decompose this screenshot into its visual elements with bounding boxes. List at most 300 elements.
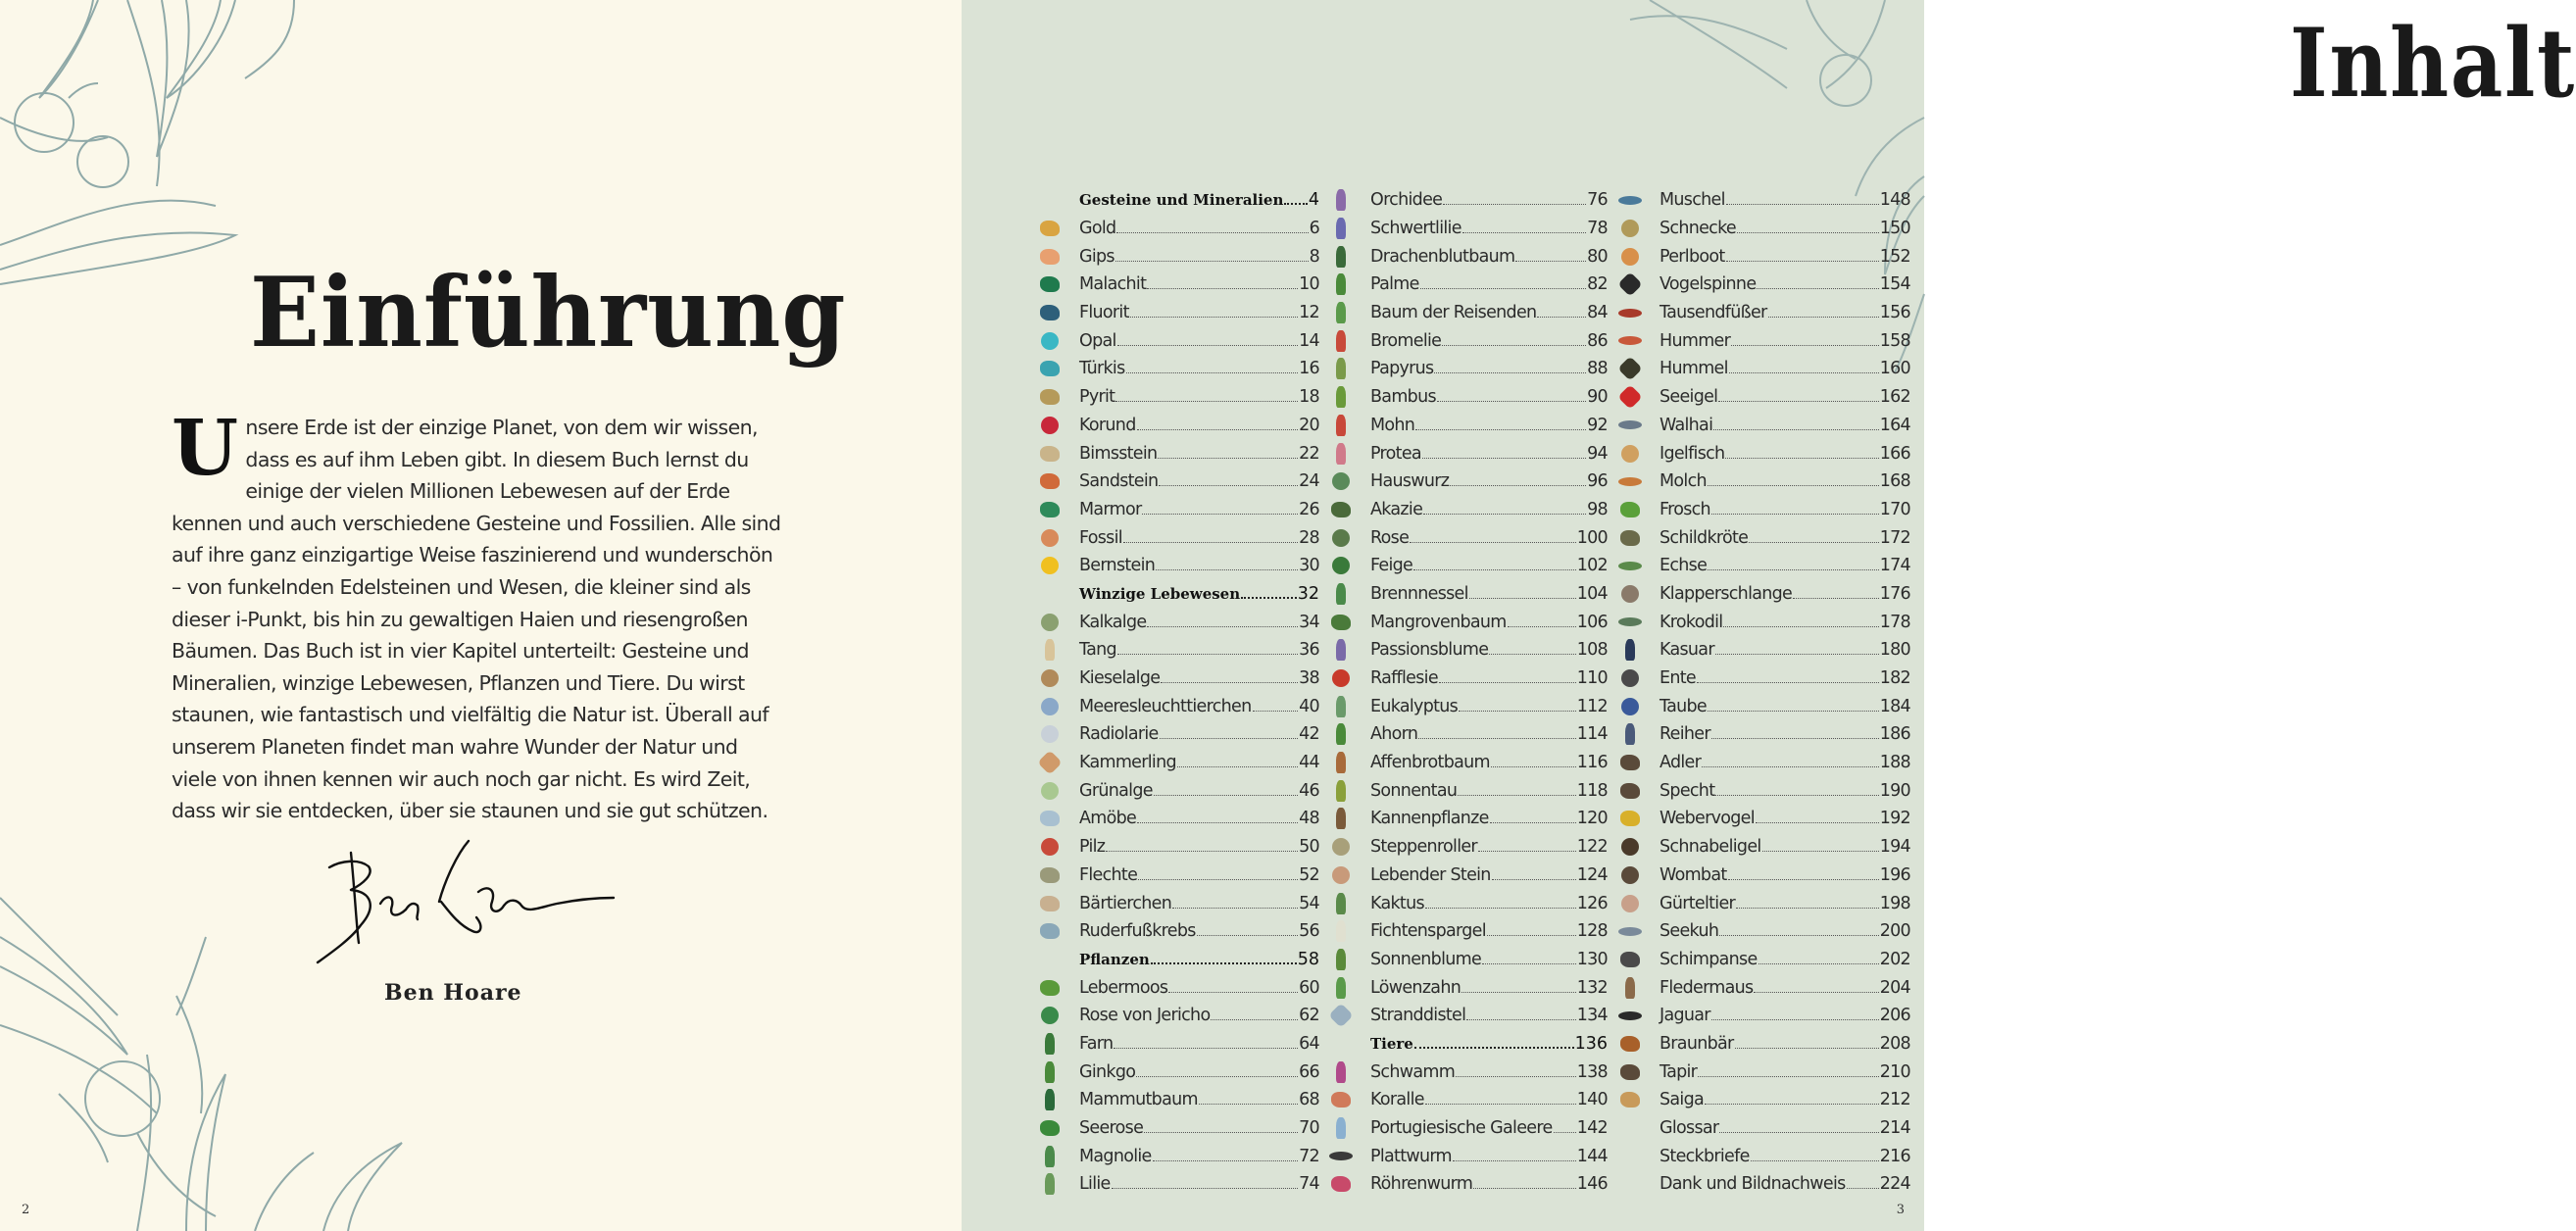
contents-entry[interactable] <box>1618 355 1910 383</box>
contents-entry[interactable] <box>1329 271 1608 299</box>
entry-page-number: 168 <box>1879 471 1910 492</box>
pitcher-plant-icon <box>1329 809 1353 828</box>
entry-title: Flechte <box>1079 864 1138 885</box>
flatworm-icon <box>1329 1147 1353 1166</box>
entry-title: Braunbär <box>1660 1033 1734 1054</box>
dot-leader <box>1478 851 1576 852</box>
entry-title: Echse <box>1660 556 1708 576</box>
entry-page-number: 54 <box>1299 893 1319 913</box>
dot-leader <box>1726 261 1879 262</box>
entry-title: Molch <box>1660 471 1707 492</box>
ghost-pipe-icon <box>1329 921 1353 941</box>
contents-entry[interactable] <box>1329 552 1608 580</box>
contents-entry[interactable] <box>1038 271 1319 299</box>
contents-entry[interactable] <box>1329 412 1608 440</box>
contents-entry[interactable] <box>1038 1170 1319 1199</box>
contents-entry[interactable] <box>1038 1086 1319 1114</box>
contents-entry[interactable] <box>1329 383 1608 412</box>
entry-title: Dank und Bildnachweis <box>1660 1174 1846 1195</box>
entry-title: Fluorit <box>1079 303 1129 323</box>
entry-page-number: 68 <box>1299 1090 1319 1110</box>
living-stone-icon <box>1329 865 1353 885</box>
contents-entry[interactable] <box>1038 496 1319 524</box>
entry-title: Orchidee <box>1370 190 1443 211</box>
entry-page-number: 112 <box>1576 696 1608 716</box>
entry-page-number: 30 <box>1299 556 1319 576</box>
contents-entry[interactable] <box>1038 917 1319 946</box>
dot-leader <box>1736 908 1879 909</box>
entry-page-number: 86 <box>1587 330 1608 351</box>
entry-title: Pflanzen <box>1079 950 1150 968</box>
entry-title: Tapir <box>1660 1061 1698 1082</box>
lizard-icon <box>1618 556 1642 575</box>
contents-entry[interactable] <box>1618 692 1910 720</box>
protea-icon <box>1329 444 1353 464</box>
entry-page-number: 70 <box>1299 1118 1319 1139</box>
entry-title: Tausendfüßer <box>1660 303 1767 323</box>
contents-entry[interactable] <box>1329 1142 1608 1170</box>
sea-urchin-icon <box>1618 387 1642 407</box>
contents-entry[interactable] <box>1329 917 1608 946</box>
entry-page-number: 154 <box>1879 274 1910 295</box>
contents-entry[interactable] <box>1038 1114 1319 1143</box>
contents-entry[interactable] <box>1329 1058 1608 1086</box>
dot-leader <box>1751 1160 1879 1161</box>
entry-title: Hauswurz <box>1370 471 1450 492</box>
dot-leader <box>1728 879 1879 880</box>
rattlesnake-icon <box>1618 584 1642 604</box>
contents-entry[interactable] <box>1329 833 1608 862</box>
entry-title: Mohn <box>1370 415 1415 435</box>
contents-entry[interactable] <box>1618 833 1910 862</box>
entry-title: Bambus <box>1370 387 1436 408</box>
contents-entry[interactable] <box>1038 805 1319 833</box>
entry-page-number: 50 <box>1299 837 1319 858</box>
entry-title: Affenbrotbaum <box>1370 753 1490 773</box>
dot-leader <box>1126 372 1299 373</box>
contents-entry[interactable] <box>1618 412 1910 440</box>
chimpanzee-icon <box>1618 950 1642 969</box>
dot-leader <box>1708 711 1879 712</box>
contents-entry[interactable] <box>1038 889 1319 917</box>
dot-leader <box>1757 288 1878 289</box>
entry-page-number: 64 <box>1299 1033 1319 1054</box>
entry-title: Türkis <box>1079 359 1125 379</box>
contents-entry[interactable] <box>1618 946 1910 974</box>
contents-entry[interactable] <box>1618 636 1910 665</box>
dot-leader <box>1136 1076 1298 1077</box>
entry-title: Saiga <box>1660 1090 1705 1110</box>
tumbleweed-icon <box>1329 837 1353 857</box>
contents-entry[interactable] <box>1618 468 1910 496</box>
contents-entry[interactable] <box>1038 1142 1319 1170</box>
contents-entry[interactable] <box>1618 1170 1910 1199</box>
contents-entry[interactable] <box>1329 496 1608 524</box>
dot-leader <box>1241 597 1297 599</box>
contents-entry[interactable] <box>1618 608 1910 636</box>
contents-entry[interactable] <box>1038 439 1319 468</box>
contents-entry[interactable] <box>1618 720 1910 749</box>
entry-page-number: 108 <box>1576 640 1608 661</box>
dot-leader <box>1154 795 1298 796</box>
contents-entry[interactable] <box>1329 1002 1608 1030</box>
dot-leader <box>1116 232 1308 233</box>
contents-entry[interactable] <box>1038 608 1319 636</box>
entry-page-number: 76 <box>1587 190 1608 211</box>
entry-page-number: 170 <box>1879 499 1910 519</box>
entry-title: Schimpanse <box>1660 949 1758 969</box>
frog-icon <box>1618 500 1642 519</box>
contents-entry[interactable] <box>1038 326 1319 355</box>
contents-entry[interactable] <box>1038 973 1319 1002</box>
contents-entry[interactable] <box>1618 1086 1910 1114</box>
dot-leader <box>1768 317 1879 318</box>
contents-entry[interactable] <box>1618 862 1910 890</box>
eagle-icon <box>1618 753 1642 772</box>
contents-entry[interactable] <box>1618 973 1910 1002</box>
contents-entry[interactable] <box>1329 580 1608 609</box>
dot-leader <box>1158 458 1298 459</box>
contents-entry[interactable] <box>1329 242 1608 271</box>
amoeba-icon <box>1038 809 1062 828</box>
entry-page-number: 94 <box>1587 443 1608 464</box>
entry-title: Frosch <box>1660 499 1710 519</box>
contents-entry[interactable] <box>1329 439 1608 468</box>
dot-leader <box>1487 935 1576 936</box>
entry-title: Schildkröte <box>1660 527 1749 548</box>
dot-leader <box>1456 1076 1576 1077</box>
contents-entry[interactable] <box>1329 665 1608 693</box>
contents-entry[interactable] <box>1618 1058 1910 1086</box>
introduction-text <box>172 404 784 827</box>
contents-entry[interactable] <box>1618 326 1910 355</box>
contents-entry[interactable] <box>1329 749 1608 777</box>
dot-leader <box>1554 1132 1576 1133</box>
contents-entry[interactable] <box>1618 805 1910 833</box>
contents-entry[interactable] <box>1618 496 1910 524</box>
entry-page-number: 188 <box>1879 753 1910 773</box>
houseleek-icon <box>1329 471 1353 491</box>
contents-entry[interactable] <box>1618 299 1910 327</box>
dot-leader <box>1450 485 1586 486</box>
rose-icon <box>1329 528 1353 548</box>
contents-entry[interactable] <box>1329 636 1608 665</box>
entry-title: Koralle <box>1370 1090 1424 1110</box>
dot-leader <box>1138 879 1298 880</box>
chapter-entry[interactable] <box>1038 580 1319 609</box>
entry-page-number: 214 <box>1879 1118 1910 1139</box>
dot-leader <box>1759 963 1879 964</box>
entry-page-number: 158 <box>1879 330 1910 351</box>
entry-title: Feige <box>1370 556 1413 576</box>
dot-leader <box>1117 345 1298 346</box>
entry-page-number: 144 <box>1576 1146 1608 1166</box>
contents-entry[interactable] <box>1618 749 1910 777</box>
fluorite-icon <box>1038 303 1062 322</box>
contents-entry[interactable] <box>1038 355 1319 383</box>
contents-entry[interactable] <box>1038 636 1319 665</box>
marble-icon <box>1038 500 1062 519</box>
entry-page-number: 6 <box>1309 219 1319 239</box>
amber-icon <box>1038 556 1062 575</box>
contents-entry[interactable] <box>1618 186 1910 215</box>
entry-page-number: 198 <box>1879 893 1910 913</box>
entry-page-number: 12 <box>1299 303 1319 323</box>
dot-leader <box>1729 372 1879 373</box>
entry-page-number: 26 <box>1299 499 1319 519</box>
contents-entry[interactable] <box>1329 523 1608 552</box>
entry-page-number: 208 <box>1879 1033 1910 1054</box>
contents-entry[interactable] <box>1038 720 1319 749</box>
dot-leader <box>1492 879 1576 880</box>
contents-entry[interactable] <box>1618 523 1910 552</box>
entry-page-number: 182 <box>1879 668 1910 689</box>
entry-page-number: 92 <box>1587 415 1608 435</box>
introduction-paragraph: nsere Erde ist der einzige Planet, von dem wir wissen, dass es auf ihm Leben gibt. In diesem Buch lernst du einige der vielen Millionen Lebewesen auf der Erde kennen und auch verschiedene Gesteine und Fossilien. Alle sind auf ihre ganz einzigartige Weise faszinierend und wunderschön – von funkelnden Edelsteinen und Wesen, die kleiner sind als dieser i-Punkt, bis hin zu gewaltigen Haien und riesengroßen Bäumen. Das Buch ist in vier Kapitel unterteilt: Gesteine und Mineralien, winzige Lebewesen, Pflanzen und Tiere. Du wirst staunen, wie fantastisch und vielfältig die Natur ist. Überall auf unserem Planeten findet man wahre Wunder der Natur und viele von ihnen kennen wir auch noch gar nicht. Es wird Zeit, dass wir sie entdecken, über sie staunen und sie gut schützen. <box>172 416 781 823</box>
contents-column-1 <box>1038 186 1319 1199</box>
baobab-icon <box>1329 753 1353 772</box>
entry-page-number: 184 <box>1879 696 1910 716</box>
entry-page-number: 196 <box>1879 864 1910 885</box>
contents-entry[interactable] <box>1038 552 1319 580</box>
contents-entry[interactable] <box>1329 776 1608 805</box>
contents-entry[interactable] <box>1618 889 1910 917</box>
contents-entry[interactable] <box>1038 1002 1319 1030</box>
entry-title: Pilz <box>1079 837 1106 858</box>
entry-title: Hummel <box>1660 359 1728 379</box>
dot-leader <box>1199 1104 1298 1105</box>
eucalyptus-icon <box>1329 697 1353 716</box>
contents-entry[interactable] <box>1038 692 1319 720</box>
entry-title: Ente <box>1660 668 1696 689</box>
contents-entry[interactable] <box>1618 776 1910 805</box>
entry-title: Schnabeligel <box>1660 837 1761 858</box>
entry-page-number: 32 <box>1297 583 1319 604</box>
dot-leader <box>1172 908 1298 909</box>
dot-leader <box>1422 458 1586 459</box>
entry-title: Sonnenblume <box>1370 949 1482 969</box>
dot-leader <box>1711 1019 1879 1020</box>
contents-entry[interactable] <box>1329 862 1608 890</box>
contents-entry[interactable] <box>1329 608 1608 636</box>
contents-entry[interactable] <box>1618 1114 1910 1143</box>
contents-entry[interactable] <box>1038 523 1319 552</box>
dot-leader <box>1153 1160 1299 1161</box>
dot-leader <box>1439 682 1576 683</box>
contents-entry[interactable] <box>1038 665 1319 693</box>
entry-page-number: 4 <box>1308 190 1319 211</box>
dot-leader <box>1453 1160 1576 1161</box>
entry-title: Wombat <box>1660 864 1727 885</box>
entry-title: Walhai <box>1660 415 1713 435</box>
chapter-entry[interactable] <box>1038 186 1319 215</box>
man-o-war-icon <box>1329 1118 1353 1138</box>
entry-page-number: 124 <box>1576 864 1608 885</box>
contents-entry[interactable] <box>1618 580 1910 609</box>
contents-entry[interactable] <box>1618 271 1910 299</box>
wombat-icon <box>1618 865 1642 885</box>
dot-leader <box>1168 992 1298 993</box>
entry-title: Sonnentau <box>1370 780 1458 801</box>
entry-title: Rose <box>1370 527 1410 548</box>
chapter-entry[interactable] <box>1038 946 1319 974</box>
contents-entry[interactable] <box>1329 299 1608 327</box>
corundum-icon <box>1038 416 1062 435</box>
entry-title: Steckbriefe <box>1660 1146 1750 1166</box>
contents-entry[interactable] <box>1618 242 1910 271</box>
entry-title: Seeigel <box>1660 387 1718 408</box>
entry-page-number: 42 <box>1299 724 1319 745</box>
entry-page-number: 72 <box>1299 1146 1319 1166</box>
contents-entry[interactable] <box>1329 805 1608 833</box>
contents-entry[interactable] <box>1038 833 1319 862</box>
entry-title: Lilie <box>1079 1174 1111 1195</box>
contents-entry[interactable] <box>1329 1114 1608 1143</box>
dot-leader <box>1443 204 1586 205</box>
dot-leader <box>1490 822 1576 823</box>
entry-page-number: 8 <box>1309 246 1319 267</box>
entry-page-number: 14 <box>1299 330 1319 351</box>
dot-leader <box>1793 598 1879 599</box>
manatee-icon <box>1618 921 1642 941</box>
contents-entry[interactable] <box>1618 383 1910 412</box>
entry-page-number: 118 <box>1576 780 1608 801</box>
dot-leader <box>1847 1188 1879 1189</box>
contents-entry[interactable] <box>1618 917 1910 946</box>
entry-title: Bimsstein <box>1079 443 1158 464</box>
entry-page-number: 200 <box>1879 921 1910 942</box>
introduction-page <box>0 0 962 1231</box>
cactus-icon <box>1329 894 1353 913</box>
dot-leader <box>1415 429 1586 430</box>
entry-page-number: 180 <box>1879 640 1910 661</box>
dot-leader <box>1708 485 1879 486</box>
entry-title: Winzige Lebewesen <box>1079 584 1241 603</box>
dot-leader <box>1137 429 1299 430</box>
contents-entry[interactable] <box>1329 946 1608 974</box>
entry-page-number: 150 <box>1879 219 1910 239</box>
contents-entry[interactable] <box>1618 1030 1910 1059</box>
entry-page-number: 66 <box>1299 1061 1319 1082</box>
clam-icon <box>1618 190 1642 210</box>
contents-entry[interactable] <box>1329 973 1608 1002</box>
entry-title: Magnolie <box>1079 1146 1152 1166</box>
contents-entry[interactable] <box>1329 692 1608 720</box>
contents-entry[interactable] <box>1329 215 1608 243</box>
contents-entry[interactable] <box>1038 862 1319 890</box>
contents-entry[interactable] <box>1329 720 1608 749</box>
entry-page-number: 58 <box>1297 949 1319 969</box>
entry-page-number: 84 <box>1587 303 1608 323</box>
entry-title: Krokodil <box>1660 612 1723 632</box>
copepod-icon <box>1038 921 1062 941</box>
dot-leader <box>1723 626 1878 627</box>
contents-entry[interactable] <box>1038 1058 1319 1086</box>
dot-leader <box>1142 514 1298 515</box>
chapter-entry[interactable] <box>1329 1030 1608 1059</box>
bumblebee-icon <box>1618 359 1642 378</box>
entry-title: Palme <box>1370 274 1419 295</box>
dot-leader <box>1697 682 1879 683</box>
entry-title: Kalkalge <box>1079 612 1147 632</box>
contents-entry[interactable] <box>1038 749 1319 777</box>
papyrus-icon <box>1329 359 1353 378</box>
nettle-icon <box>1329 584 1353 604</box>
contents-entry[interactable] <box>1038 242 1319 271</box>
dot-leader <box>1754 992 1878 993</box>
entry-page-number: 212 <box>1879 1090 1910 1110</box>
contents-entry[interactable] <box>1329 326 1608 355</box>
sandstone-icon <box>1038 471 1062 491</box>
contents-entry[interactable] <box>1038 299 1319 327</box>
dot-leader <box>1459 711 1576 712</box>
contents-entry[interactable] <box>1618 665 1910 693</box>
radiolarian-icon <box>1038 724 1062 744</box>
dot-leader <box>1749 542 1878 543</box>
dot-leader <box>1177 766 1298 767</box>
entry-title: Fossil <box>1079 527 1122 548</box>
contents-entry[interactable] <box>1618 552 1910 580</box>
dot-leader <box>1425 908 1576 909</box>
contents-entry[interactable] <box>1329 889 1608 917</box>
contents-entry[interactable] <box>1329 355 1608 383</box>
entry-title: Rose von Jericho <box>1079 1006 1211 1026</box>
entry-page-number: 34 <box>1299 612 1319 632</box>
entry-page-number: 174 <box>1879 556 1910 576</box>
contents-entry[interactable] <box>1329 1170 1608 1199</box>
whale-shark-icon <box>1618 416 1642 435</box>
entry-title: Marmor <box>1079 499 1142 519</box>
entry-page-number: 202 <box>1879 949 1910 969</box>
entry-title: Tiere <box>1370 1034 1413 1053</box>
dot-leader <box>1130 317 1298 318</box>
travellers-tree-icon <box>1329 303 1353 322</box>
lily-icon <box>1038 1174 1062 1194</box>
contents-entry[interactable] <box>1038 468 1319 496</box>
entry-page-number: 162 <box>1879 387 1910 408</box>
contents-entry[interactable] <box>1038 776 1319 805</box>
contents-entry[interactable] <box>1618 215 1910 243</box>
contents-entry[interactable] <box>1329 1086 1608 1114</box>
malachite-icon <box>1038 274 1062 294</box>
contents-entry[interactable] <box>1038 412 1319 440</box>
green-alga-icon <box>1038 781 1062 801</box>
contents-entry[interactable] <box>1618 1002 1910 1030</box>
entry-page-number: 176 <box>1879 583 1910 604</box>
contents-entry[interactable] <box>1329 186 1608 215</box>
dot-leader <box>1425 1104 1576 1105</box>
entry-title: Gürteltier <box>1660 893 1736 913</box>
entry-title: Kieselalge <box>1079 668 1161 689</box>
contents-entry[interactable] <box>1038 383 1319 412</box>
dot-leader <box>1508 626 1576 627</box>
bromeliad-icon <box>1329 331 1353 351</box>
entry-title: Papyrus <box>1370 359 1434 379</box>
dot-leader <box>1705 1104 1879 1105</box>
entry-page-number: 210 <box>1879 1061 1910 1082</box>
entry-page-number: 28 <box>1299 527 1319 548</box>
contents-entry[interactable] <box>1329 468 1608 496</box>
contents-entry[interactable] <box>1618 439 1910 468</box>
contents-entry[interactable] <box>1038 215 1319 243</box>
entry-page-number: 100 <box>1576 527 1608 548</box>
dot-leader <box>1123 542 1298 543</box>
entry-page-number: 52 <box>1299 864 1319 885</box>
contents-entry[interactable] <box>1038 1030 1319 1059</box>
introduction-heading: Einführung <box>250 257 847 369</box>
dot-leader <box>1413 569 1576 570</box>
contents-entry[interactable] <box>1618 1142 1910 1170</box>
